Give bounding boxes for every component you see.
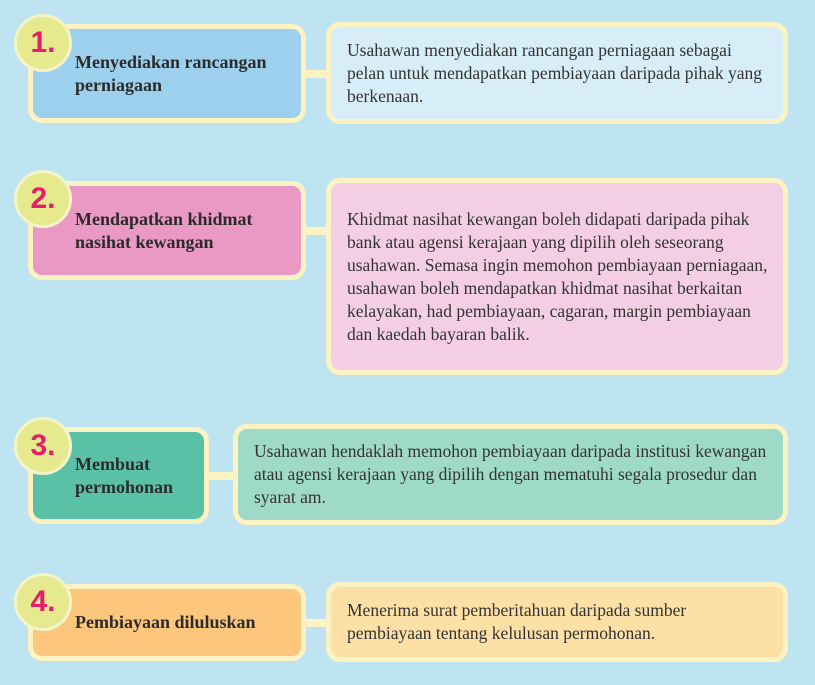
step-3-number: 3.	[30, 429, 56, 462]
step-3-description-box	[233, 424, 788, 525]
step-4-description: Menerima surat pemberitahuan daripada sumber pembiayaan tentang kelulusan permohonan.	[347, 600, 687, 643]
step-2-number-badge	[14, 170, 72, 228]
step-4-number-badge	[14, 573, 72, 631]
step-2-description-box	[326, 178, 788, 375]
step-1-number-badge	[14, 14, 72, 72]
step-3-title: Membuat permohonan	[75, 453, 174, 497]
step-1-title: Menyediakan rancangan perniagaan	[75, 51, 267, 95]
step-1-number: 1.	[30, 26, 56, 59]
step-2-title: Mendapatkan khidmat nasihat kewangan	[75, 208, 253, 252]
step-3-description: Usahawan hendaklah memohon pembiayaan daripada institusi kewangan atau agensi kerajaan yang dipilih dengan mematuhi segala prosedur dan syarat am.	[254, 441, 767, 507]
step-1-description: Usahawan menyediakan rancangan perniagaan sebagai pelan untuk mendapatkan pembiayaan daripada pihak yang berkenaan.	[347, 39, 762, 106]
step-4-description-box	[326, 582, 788, 662]
step-2-description: Khidmat nasihat kewangan boleh didapati daripada pihak bank atau agensi kerajaan yang dipilih oleh seseorang usahawan. Semasa ingin memohon pembiayaan perniagaan, usahawan boleh mendapatkan khidmat nasihat berkaitan kelayakan, had pembiayaan, cagaran, margin pembiayaan dan kaedah bayaran balik.	[347, 208, 768, 344]
step-3-number-badge	[14, 417, 72, 475]
step-4-number: 4.	[30, 585, 56, 618]
step-2-number: 2.	[30, 182, 56, 215]
step-1-description-box	[326, 22, 788, 124]
step-4-title: Pembiayaan diluluskan	[75, 612, 256, 632]
